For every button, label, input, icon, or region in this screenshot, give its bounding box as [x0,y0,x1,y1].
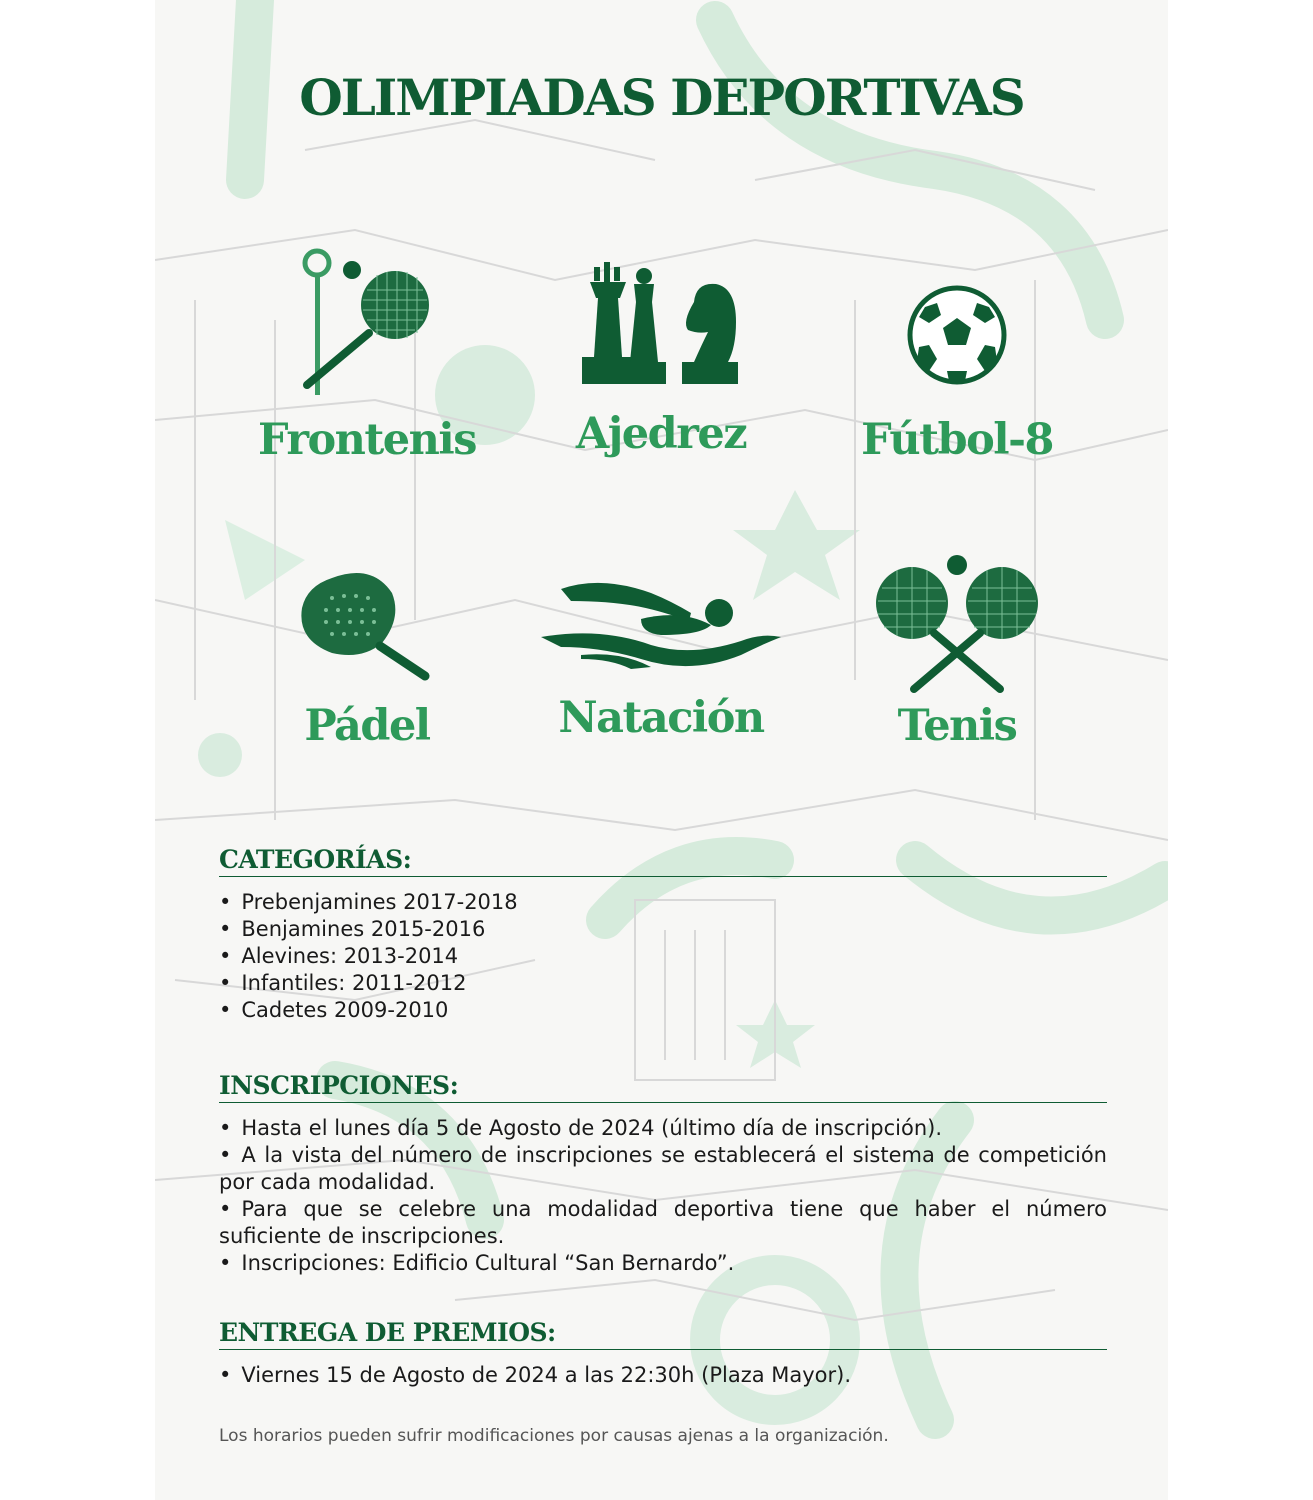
categorias-section [219,845,1107,1024]
sport-tenis [807,553,1107,751]
sport-natacion [511,575,811,743]
poster [155,0,1168,1500]
list-item: • A la vista del número de inscripciones se establecerá el sistema de competición por cada modalidad. [219,1142,1107,1196]
inscripciones-section [219,1071,1107,1277]
page-title: OLIMPIADAS DEPORTIVAS [299,68,1024,127]
sport-label: Tenis [897,701,1017,751]
sport-futbol [807,285,1107,465]
sport-label: Natación [558,693,764,743]
list-item: • Alevines: 2013-2014 [219,943,1107,970]
disclaimer-note: Los horarios pueden sufrir modificaciones por causas ajenas a la organización. [219,1426,889,1446]
chess-pieces-icon [576,262,746,387]
premios-list [219,1362,1107,1389]
list-item: • Hasta el lunes día 5 de Agosto de 2024 (último día de inscripción). [219,1115,1107,1142]
list-item: • Viernes 15 de Agosto de 2024 a las 22:30h (Plaza Mayor). [219,1362,1107,1389]
categorias-heading: CATEGORÍAS: [219,845,1107,877]
swimmer-icon [541,575,781,675]
sport-label: Pádel [304,701,430,751]
list-item: • Cadetes 2009-2010 [219,997,1107,1024]
inscripciones-list [219,1115,1107,1277]
premios-heading: ENTREGA DE PREMIOS: [219,1318,1107,1350]
sport-padel [217,568,517,751]
categorias-list [219,889,1107,1024]
inscripciones-heading: INSCRIPCIONES: [219,1071,1107,1103]
frontenis-racket-icon [297,245,437,395]
padel-racket-icon [292,568,442,683]
list-item: • Benjamines 2015-2016 [219,916,1107,943]
list-item: • Para que se celebre una modalidad deportiva tiene que haber el número suficiente de inscripciones. [219,1196,1107,1250]
sport-label: Frontenis [258,415,476,465]
premios-section [219,1318,1107,1389]
sport-frontenis [217,245,517,465]
list-item: • Inscripciones: Edificio Cultural “San Bernardo”. [219,1250,1107,1277]
soccer-ball-icon [907,285,1007,385]
list-item: • Infantiles: 2011-2012 [219,970,1107,997]
sport-label: Fútbol-8 [861,415,1053,465]
tennis-rackets-icon [872,553,1042,693]
sport-ajedrez [511,262,811,459]
sport-label: Ajedrez [575,409,747,459]
list-item: • Prebenjamines 2017-2018 [219,889,1107,916]
